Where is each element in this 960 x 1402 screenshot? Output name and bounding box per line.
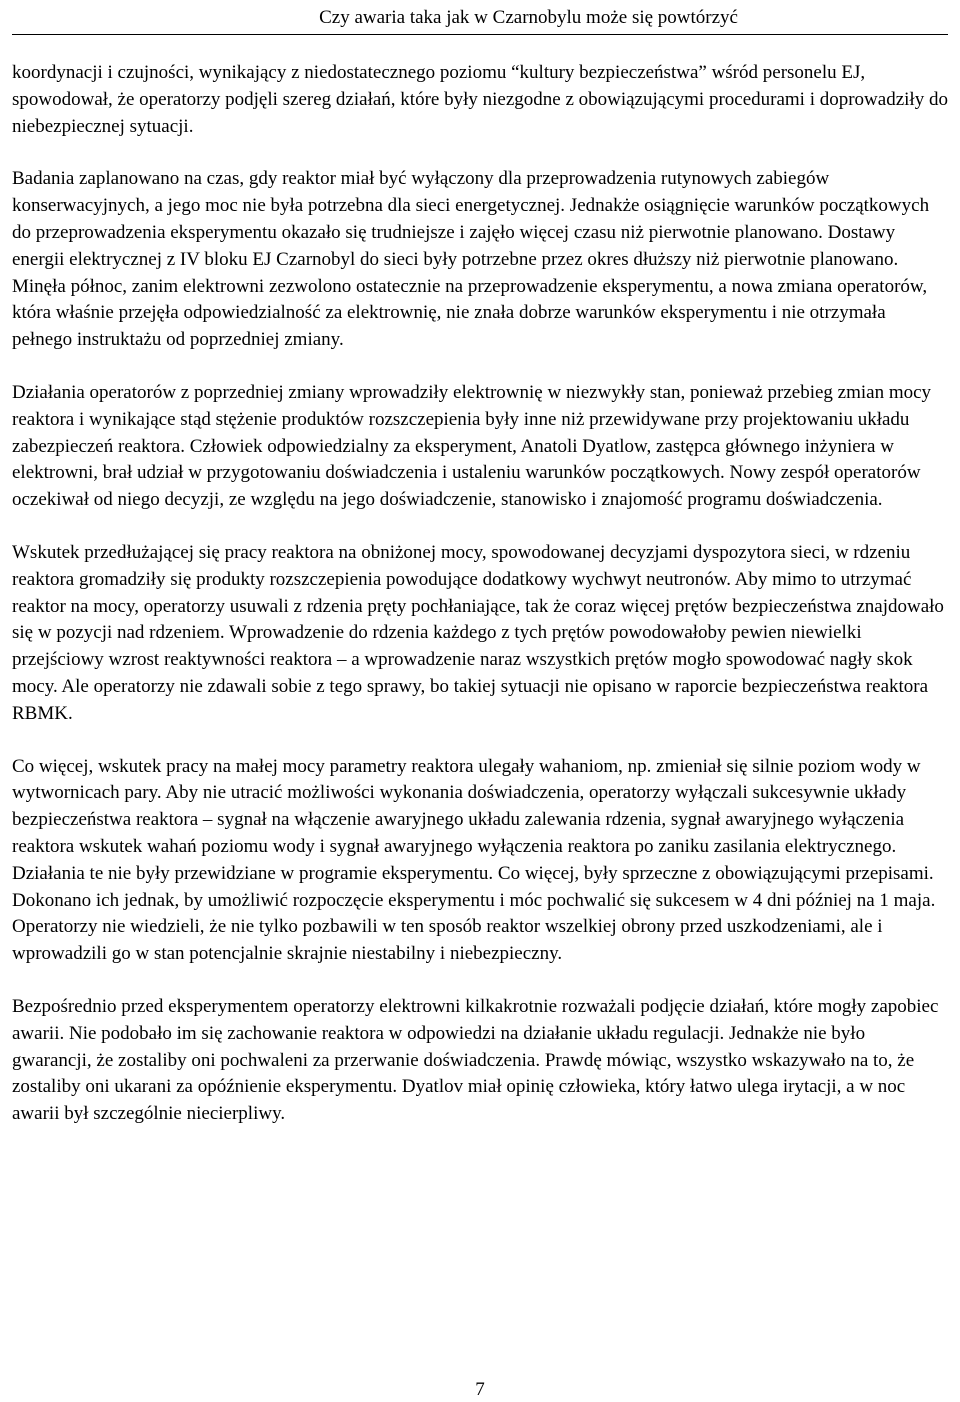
paragraph: Co więcej, wskutek pracy na małej mocy parametry reaktora ulegały wahaniom, np. zmieniał się silnie poziom wody w wytwornicach pary. Aby nie utracić możliwości wykonania doświadczenia, operatorzy wyłączali sukcesywnie układy bezpieczeństwa reaktora – sygnał na włączenie awaryjnego układu zalewania rdzenia, sygnał awaryjnego wyłączenia reaktora wskutek wahań poziomu wody i sygnał awaryjnego wyłączenia reaktora po zaniku zasilania elektrycznego. Działania te nie były przewidziane w programie eksperymentu. Co więcej, były sprzeczne z obowiązującymi przepisami. Dokonano ich jednak, by umożliwić rozpoczęcie eksperymentu i móc pochwalić się sukcesem w 4 dni później na 1 maja. Operatorzy nie wiedzieli, że nie tylko pozbawili w ten sposób reaktor wszelkiej obrony przed uszkodzeniami, ale i wprowadzili go w stan potencjalnie skrajnie niestabilny i niebezpieczny. bbox=[12, 755, 936, 965]
paragraph: Wskutek przedłużającej się pracy reaktora na obniżonej mocy, spowodowanej decyzjami dyspozytora sieci, w rdzeniu reaktora gromadziły się produkty rozszczepienia powodujące dodatkowy wychwyt neutronów. Aby mimo to utrzymać reaktor na mocy, operatorzy usuwali z rdzenia pręty pochłaniające, tak że coraz więcej prętów bezpieczeństwa znajdowało się w pozycji nad rdzeniem. Wprowadzenie do rdzenia każdego z tych prętów powodowałoby pewien niewielki przejściowy wzrost reaktywności reaktora – a wprowadzenie naraz wszystkich prętów mogło spowodować nagły skok mocy. Ale operatorzy nie zdawali sobie z tego sprawy, bo takiej sytuacji nie opisano w raporcie bezpieczeństwa reaktora RBMK. bbox=[12, 541, 944, 724]
paragraph: Bezpośrednio przed eksperymentem operatorzy elektrowni kilkakrotnie rozważali podjęcie działań, które mogły zapobiec awarii. Nie podobało im się zachowanie reaktora w odpowiedzi na działanie układu regulacji. Jednakże nie było gwarancji, że zostaliby oni pochwaleni za przerwanie doświadczenia. Prawdę mówiąc, wszystko wskazywało na to, że zostaliby oni ukarani za opóźnienie eksperymentu. Dyatlov miał opinię człowieka, który łatwo ulega irytacji, a w noc awarii był szczególnie niecierpliwy. bbox=[12, 995, 939, 1125]
page-number: 7 bbox=[475, 1379, 485, 1400]
paragraph: Badania zaplanowano na czas, gdy reaktor miał być wyłączony dla przeprowadzenia rutynowych zabiegów konserwacyjnych, a jego moc nie była potrzebna dla sieci energetycznej. Jednakże osiągnięcie warunków początkowych do przeprowadzenia eksperymentu okazało się trudniejsze i zajęło więcej czasu niż pierwotnie planowano. Dostawy energii elektrycznej z IV bloku EJ Czarnobyl do sieci były potrzebne przez okres dłuższy niż pierwotnie planowano. Minęła północ, zanim elektrowni zezwolono ostatecznie na przeprowadzenie eksperymentu, a nowa zmiana operatorów, która właśnie przejęła odpowiedzialność za elektrownię, nie znała dobrze warunków eksperymentu i nie otrzymała pełnego instruktażu od poprzedniej zmiany. bbox=[12, 168, 930, 351]
document-body bbox=[12, 60, 948, 1154]
paragraph: koordynacji i czujności, wynikający z niedostatecznego poziomu “kultury bezpieczeństwa” wśród personelu EJ, spowodował, że operatorzy podjęli szereg działań, które były niezgodne z obowiązującymi procedurami i doprowadziły do niebezpiecznej sytuacji. bbox=[12, 62, 948, 137]
running-title: Czy awaria taka jak w Czarnobylu może się powtórzyć bbox=[319, 7, 738, 28]
running-header bbox=[12, 6, 948, 35]
paragraph: Działania operatorów z poprzedniej zmiany wprowadziły elektrownię w niezwykły stan, ponieważ przebieg zmian mocy reaktora i wynikające stąd stężenie produktów rozszczepienia były inne niż przewidywane przy projektowaniu układu zabezpieczeń reaktora. Człowiek odpowiedzialny za eksperyment, Anatoli Dyatlow, zastępca głównego inżyniera w elektrowni, brał udział w przygotowaniu doświadczenia i ustaleniu warunków początkowych. Nowy zespół operatorów oczekiwał od niego decyzji, ze względu na jego doświadczenie, stanowisko i znajomość programu doświadczenia. bbox=[12, 381, 932, 511]
